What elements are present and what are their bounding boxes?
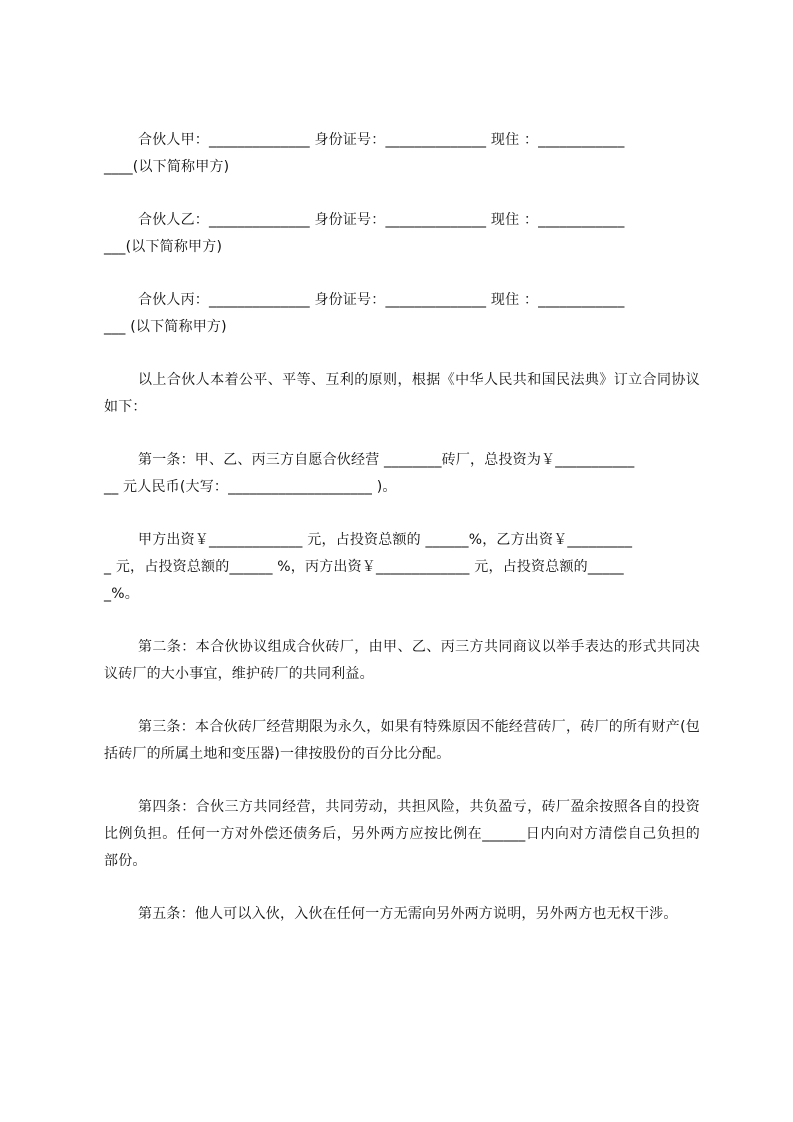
article-5-paragraph: 第五条：他人可以入伙，入伙在任何一方无需向另外两方说明，另外两方也无权干涉。 — [138, 906, 678, 922]
article-1-line-2: __ 元人民币(大写：____________________ )。 — [104, 479, 397, 495]
article-1-paragraph — [104, 447, 700, 501]
investment-paragraph — [104, 527, 700, 608]
intro-paragraph: 以上合伙人本着公平、平等、互利的原则，根据《中华人民共和国民法典》订立合同协议如下： — [104, 372, 700, 415]
partner-a-paragraph — [104, 127, 700, 181]
partner-b-line-2: ___(以下简称甲方) — [104, 239, 223, 255]
partner-b-line-1: 合伙人乙：______________ 身份证号：______________ 现住 ：____________ — [138, 212, 625, 228]
article-3-paragraph: 第三条：本合伙砖厂经营期限为永久，如果有特殊原因不能经营砖厂，砖厂的所有财产(包括砖厂的所属土地和变压器)一律按股份的百分比分配。 — [104, 719, 700, 762]
partner-a-line-1: 合伙人甲：______________ 身份证号：______________ 现住 ：____________ — [138, 132, 625, 148]
partner-c-line-2: ___ (以下简称甲方) — [104, 319, 227, 335]
partner-b-paragraph — [104, 207, 700, 261]
investment-line-2: _ 元，占投资总额的______ %，丙方出资￥_____________ 元，占投资总额的_____ — [104, 559, 624, 575]
article-4-paragraph: 第四条：合伙三方共同经营，共同劳动，共担风险，共负盈亏，砖厂盈余按照各自的投资比例负担。任何一方对外偿还债务后，另外两方应按比例在______日内向对方清偿自己负担的部份。 — [104, 799, 700, 869]
partner-a-line-2: ____(以下简称甲方) — [104, 159, 230, 175]
article-2-paragraph: 第二条：本合伙协议组成合伙砖厂，由甲、乙、丙三方共同商议以举手表达的形式共同决议砖厂的大小事宜，维护砖厂的共同利益。 — [104, 639, 700, 682]
partner-c-paragraph — [104, 287, 700, 341]
investment-line-3: _%。 — [104, 586, 139, 602]
partner-c-line-1: 合伙人丙：______________ 身份证号：______________ 现住 ：____________ — [138, 292, 625, 308]
investment-line-1: 甲方出资￥_____________ 元，占投资总额的 ______%，乙方出资￥_________ — [138, 532, 633, 548]
article-1-line-1: 第一条：甲、乙、丙三方自愿合伙经营 ________砖厂，总投资为￥___________ — [138, 452, 635, 468]
